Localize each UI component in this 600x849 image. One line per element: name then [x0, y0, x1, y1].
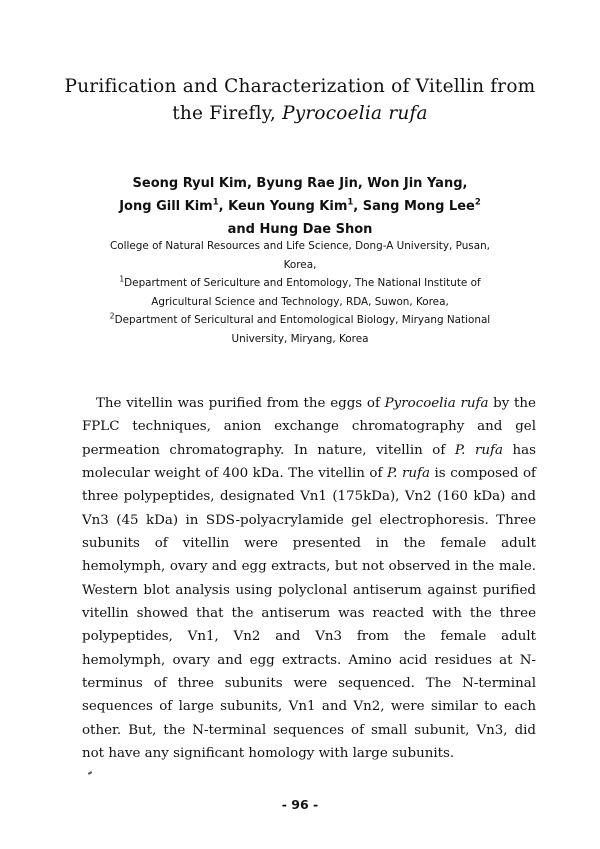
affiliation-0-line-1: College of Natural Resources and Life Science, Dong-A University, Pusan,: [110, 240, 490, 252]
affiliation-marker: 1: [119, 274, 125, 284]
author-name: , Keun Young Kim: [218, 199, 348, 214]
title-line-2: [60, 100, 540, 127]
species-name: P. rufa: [386, 466, 430, 482]
authors-line-3: and Hung Dae Shon: [227, 222, 373, 237]
authors-line-1: Seong Ryul Kim, Byung Rae Jin, Won Jin Yang,: [132, 176, 468, 191]
stray-mark: [88, 771, 92, 775]
abstract-paragraph: The vitellin was purified from the eggs of Pyrocoelia rufa by the FPLC techniques, anion exchange chromatography and gel permeation chromatography. In nature, vitellin of P. rufa has molecular weight of 400 kDa. The vitellin of P. rufa is composed of three polypeptides, designated Vn1 (175kDa), Vn2 (160 kDa) and Vn3 (45 kDa) in SDS-polyacrylamide gel electrophoresis. Three subunits of vitellin were presented in the female adult hemolymph, ovary and egg extracts, but not observed in the male. Western blot analysis using polyclonal antiserum against purified vitellin showed that the antiserum was reacted with the three polypeptides, Vn1, Vn2 and Vn3 from the female adult hemolymph, ovary and egg extracts. Amino acid residues at N-terminus of three subunits were sequenced. The N-terminal sequences of large subunits, Vn1 and Vn2, were similar to each other. But, the N-terminal sequences of small subunit, Vn3, did not have any significant homology with large subunits.: [82, 396, 536, 762]
species-name: Pyrocoelia rufa: [384, 396, 489, 411]
title-line-1: Purification and Characterization of Vitellin from: [64, 76, 536, 97]
authors-line-2: [60, 195, 540, 218]
author-name: , Sang Mong Lee: [353, 199, 475, 214]
affiliation-0-line-2: Korea,: [283, 258, 317, 271]
affiliation-1-line-2: Agricultural Science and Technology, RDA, Suwon, Korea,: [151, 295, 449, 308]
title-species: Pyrocoelia rufa: [282, 103, 428, 124]
page-number: - 96 -: [281, 797, 319, 812]
affiliation-marker: 2: [109, 311, 115, 321]
species-name: P. rufa: [454, 442, 503, 458]
author-name: Jong Gill Kim: [119, 199, 213, 214]
title-prefix: the Firefly,: [172, 103, 283, 124]
affiliation-1-line-1: $^1$Department of Sericulture and Entomology, The National Institute of: [119, 274, 481, 290]
affiliation-marker: 1: [347, 197, 354, 208]
affiliation-2-line-2: University, Miryang, Korea: [231, 332, 369, 345]
paper-title: [60, 73, 540, 127]
affiliations: [80, 237, 520, 349]
author-list: [60, 172, 540, 241]
abstract: [82, 392, 536, 766]
affiliation-marker: 1: [212, 197, 219, 208]
affiliation-marker: 2: [474, 197, 481, 208]
affiliation-2-line-1: $^2$Department of Sericultural and Entomological Biology, Miryang National: [109, 311, 491, 327]
